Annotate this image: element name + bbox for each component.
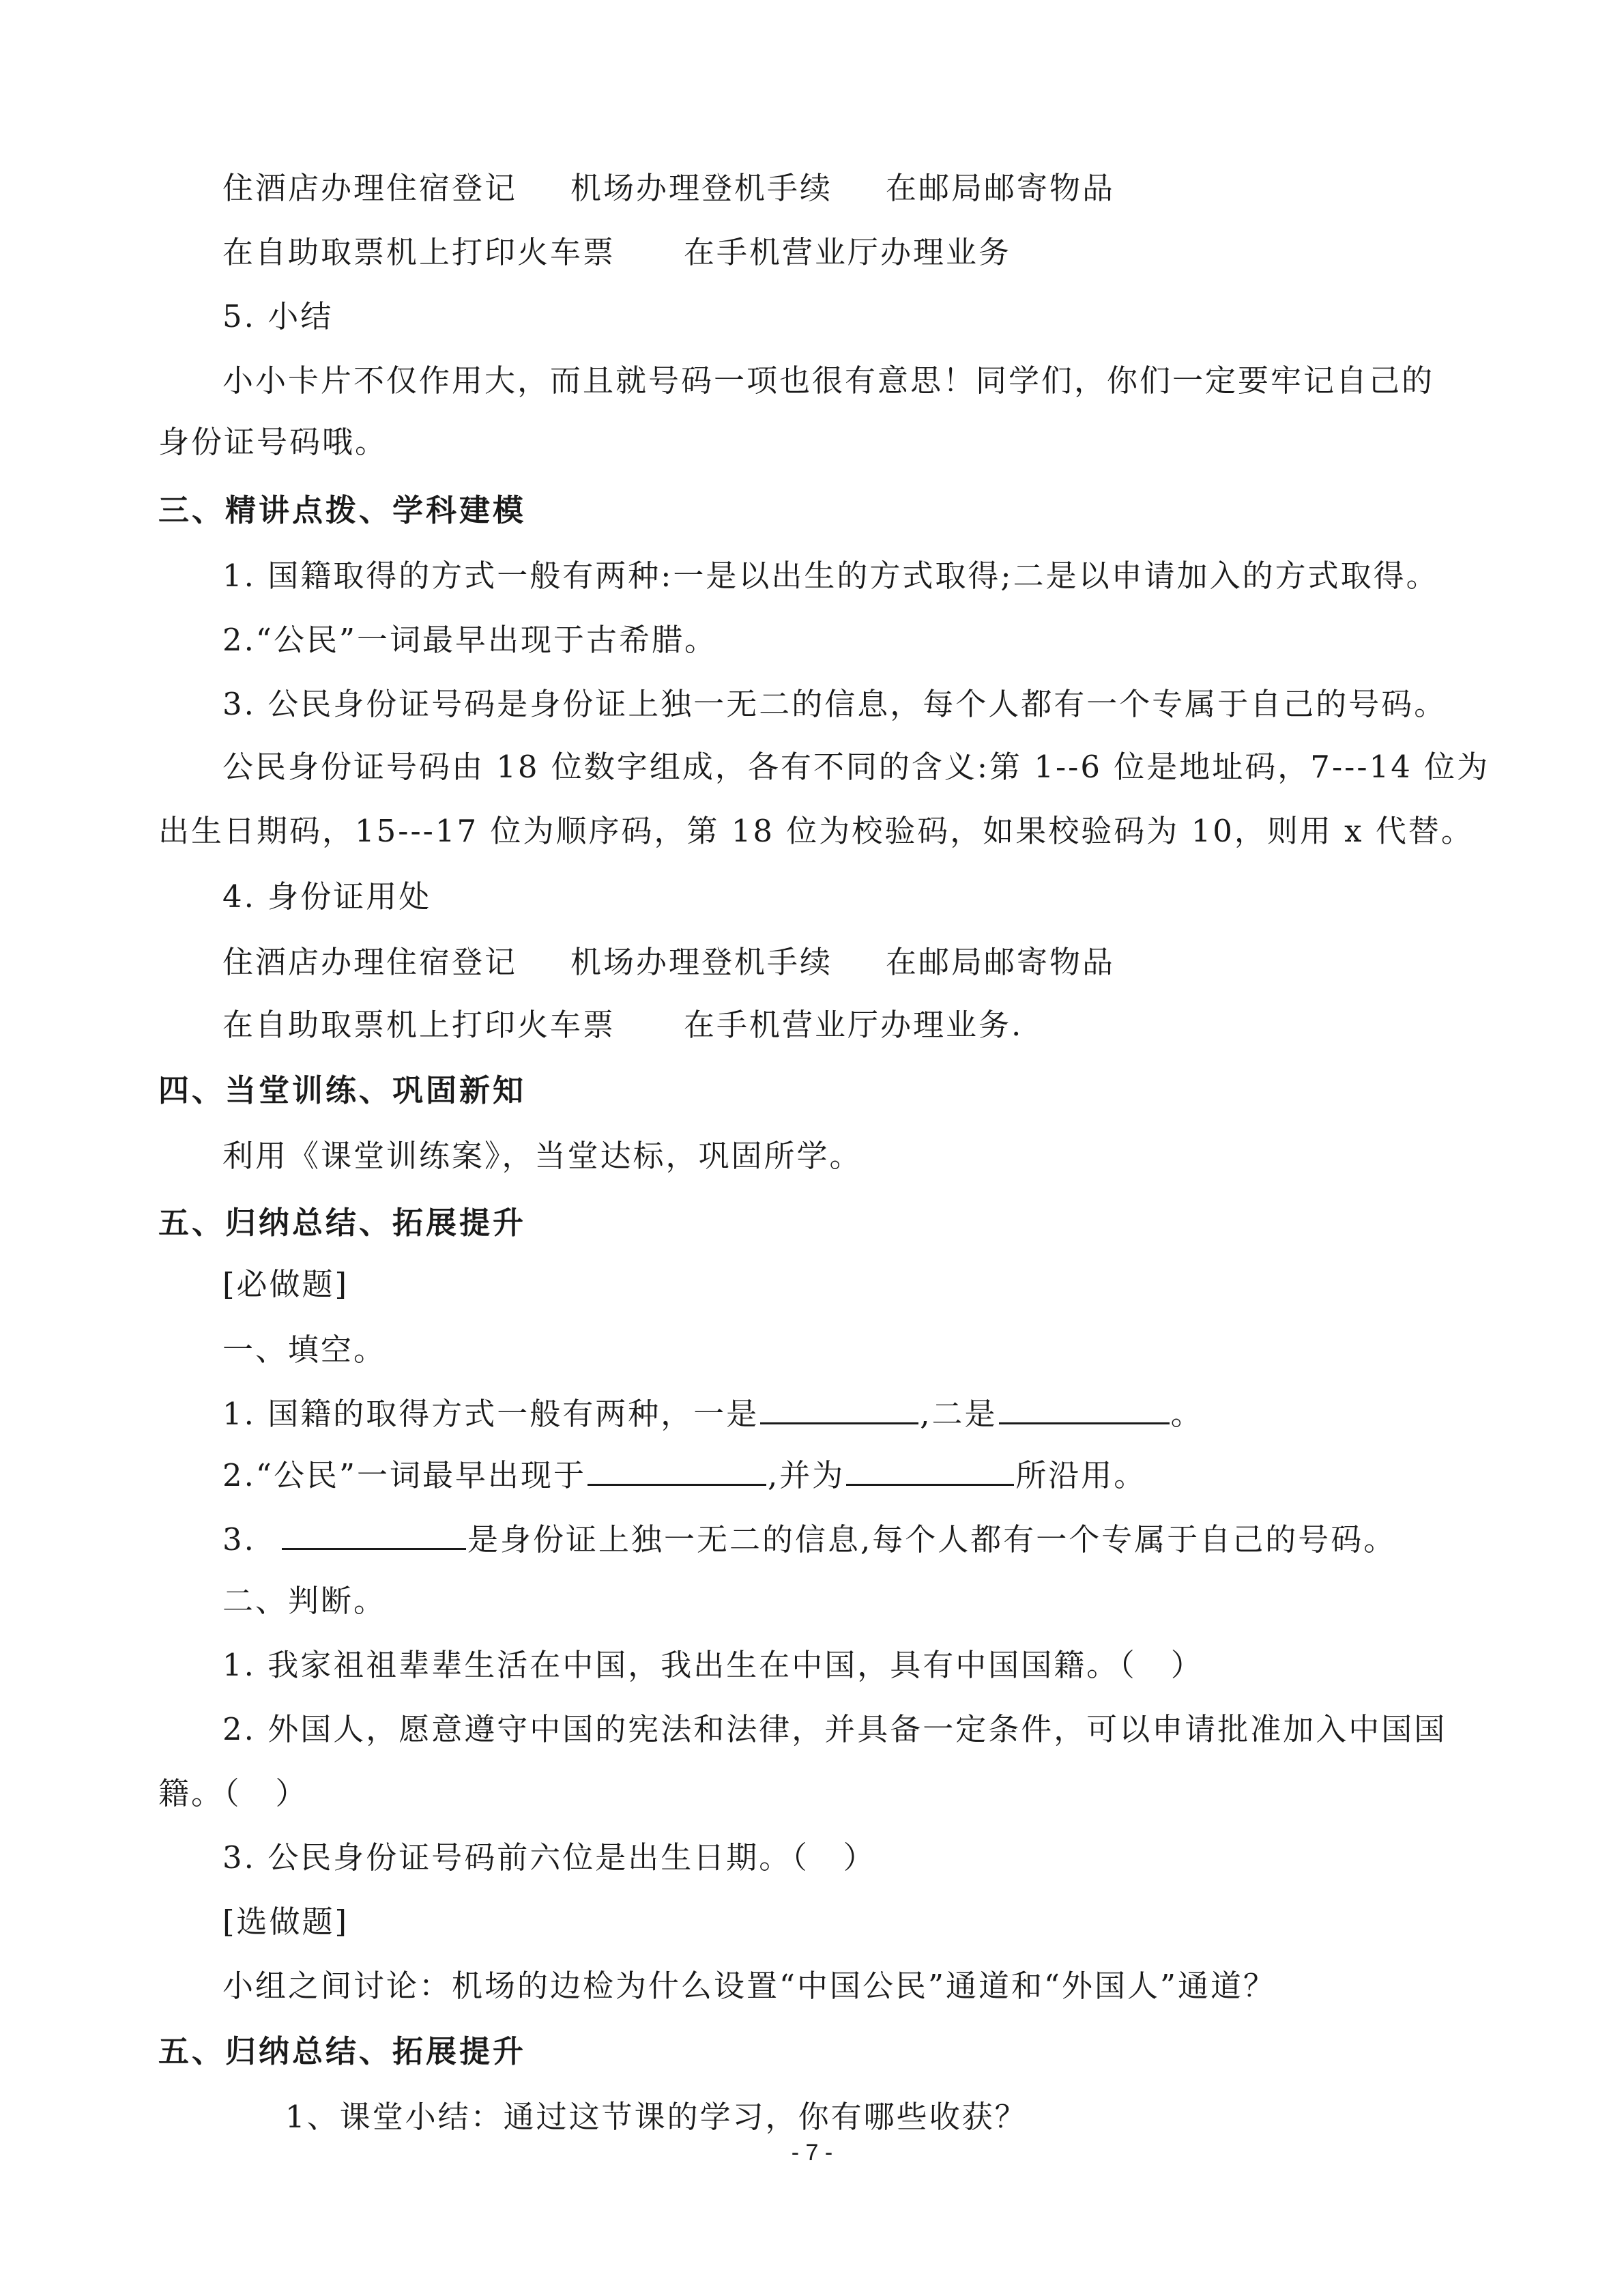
required-label: [必做题] bbox=[222, 1266, 349, 1302]
judge-3: 3. 公民身份证号码前六位是出生日期。（ ） bbox=[222, 1839, 876, 1876]
usage-ticket: 在自助取票机上打印火车票 bbox=[222, 234, 616, 270]
answer-blank[interactable] bbox=[282, 1518, 466, 1550]
summary-text-1: 小小卡片不仅作用大，而且就号码一项也很有意思！同学们，你们一定要牢记自己的 bbox=[222, 362, 1435, 399]
section-3-point-4: 4. 身份证用处 bbox=[222, 878, 432, 915]
usage-mobile: 在手机营业厅办理业务 bbox=[684, 234, 1012, 270]
optional-label: [选做题] bbox=[222, 1904, 349, 1940]
usage-line-1 bbox=[222, 168, 1115, 209]
usage-line-2 bbox=[222, 232, 1011, 273]
judge-1: 1. 我家祖祖辈辈生活在中国，我出生在中国，具有中国国籍。（ ） bbox=[222, 1647, 1204, 1683]
section-5-heading: 五、归纳总结、拓展提升 bbox=[158, 1205, 527, 1241]
judge-title: 二、判断。 bbox=[222, 1583, 387, 1619]
judge-2-line-1: 2. 外国人，愿意遵守中国的宪法和法律，并具备一定条件，可以申请批准加入中国国 bbox=[222, 1711, 1447, 1747]
section-4-text: 利用《课堂训练案》，当堂达标，巩固所学。 bbox=[222, 1138, 862, 1174]
answer-blank[interactable] bbox=[760, 1392, 918, 1424]
fill-blank-3: 3. 是身份证上独一无二的信息,每个人都有一个专属于自己的号码。 bbox=[222, 1518, 1396, 1560]
usage-hotel: 住酒店办理住宿登记 bbox=[222, 170, 518, 206]
usage-post: 在邮局邮寄物品 bbox=[886, 170, 1116, 206]
fill-blank-2: 2.“公民”一词最早出现于 ,并为 所沿用。 bbox=[222, 1454, 1146, 1496]
judge-2-line-2: 籍。（ ） bbox=[158, 1775, 308, 1811]
id-number-explain-1: 公民身份证号码由 18 位数字组成，各有不同的含义:第 1--6 位是地址码，7---14 位为 bbox=[222, 749, 1490, 785]
usage-mobile: 在手机营业厅办理业务. bbox=[684, 1007, 1024, 1043]
fill-blank-1: 1. 国籍的取得方式一般有两种，一是 ,二是 。 bbox=[222, 1392, 1204, 1435]
usage-airport: 机场办理登机手续 bbox=[570, 944, 833, 980]
usage-post: 在邮局邮寄物品 bbox=[886, 944, 1116, 980]
section-3-point-2: 2.“公民”一词最早出现于古希腊。 bbox=[222, 622, 717, 658]
summary-heading: 5. 小结 bbox=[222, 298, 334, 334]
section-3-heading: 三、精讲点拨、学科建模 bbox=[158, 492, 527, 528]
section-3-point-3: 3. 公民身份证号码是身份证上独一无二的信息，每个人都有一个专属于自己的号码。 bbox=[222, 686, 1447, 722]
answer-blank[interactable] bbox=[846, 1454, 1014, 1486]
discussion-question: 小组之间讨论：机场的边检为什么设置“中国公民”通道和“外国人”通道？ bbox=[222, 1968, 1277, 2004]
answer-blank[interactable] bbox=[999, 1392, 1170, 1424]
fill-blank-title: 一、填空。 bbox=[222, 1332, 387, 1368]
usage-ticket: 在自助取票机上打印火车票 bbox=[222, 1007, 616, 1043]
usage-line-4 bbox=[222, 1005, 1023, 1046]
page-number: - 7 - bbox=[791, 2140, 833, 2166]
usage-airport: 机场办理登机手续 bbox=[570, 170, 833, 206]
usage-hotel: 住酒店办理住宿登记 bbox=[222, 944, 518, 980]
section-3-point-1: 1. 国籍取得的方式一般有两种:一是以出生的方式取得;二是以申请加入的方式取得。 bbox=[222, 558, 1439, 594]
section-4-heading: 四、当堂训练、巩固新知 bbox=[158, 1072, 527, 1108]
usage-line-3 bbox=[222, 942, 1115, 983]
id-number-explain-2: 出生日期码，15---17 位为顺序码，第 18 位为校验码，如果校验码为 10，则用 x 代替。 bbox=[158, 813, 1474, 849]
answer-blank[interactable] bbox=[588, 1454, 766, 1486]
summary-text-2: 身份证号码哦。 bbox=[158, 424, 388, 460]
section-6-heading: 五、归纳总结、拓展提升 bbox=[158, 2033, 527, 2069]
class-summary: 1、课堂小结：通过这节课的学习，你有哪些收获？ bbox=[285, 2099, 1028, 2135]
